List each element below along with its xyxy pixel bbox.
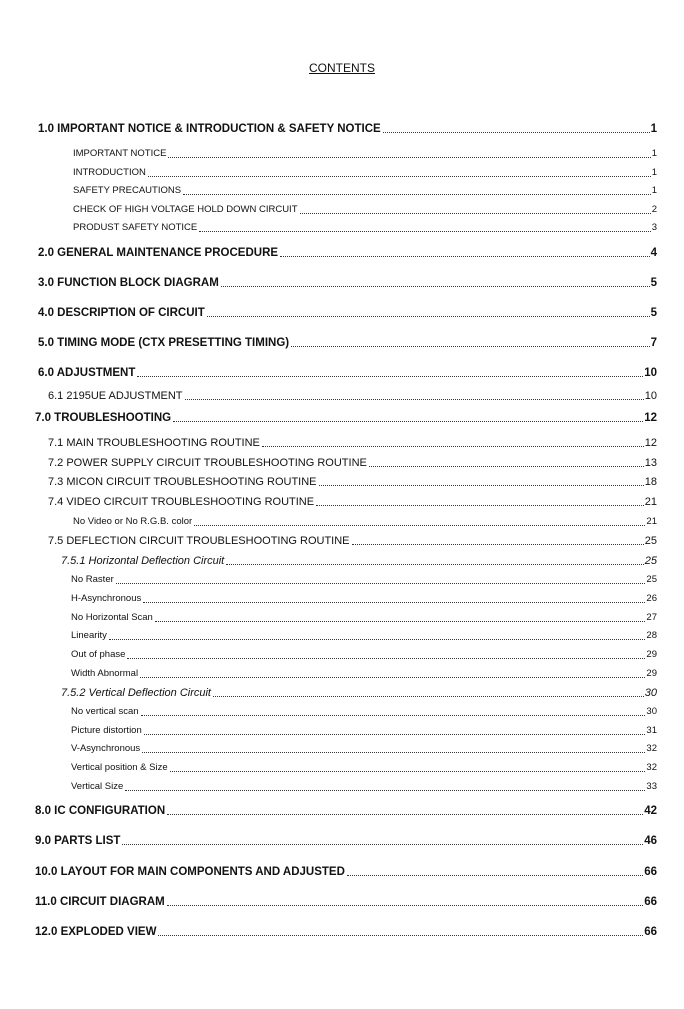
toc-entry	[48, 475, 657, 489]
toc-entry-label: 7.1 MAIN TROUBLESHOOTING ROUTINE	[48, 437, 260, 449]
toc-leader-dots	[144, 734, 646, 735]
toc-leader-dots	[127, 658, 645, 659]
toc-leader-dots	[167, 905, 643, 906]
toc-entry-label: Vertical position & Size	[71, 762, 168, 773]
toc-entry	[71, 761, 657, 775]
toc-entry-label: 9.0 PARTS LIST	[35, 835, 121, 847]
toc-entry	[35, 411, 657, 425]
toc-entry-page: 29	[646, 649, 657, 660]
toc-entry-label: INTRODUCTION	[73, 167, 146, 178]
toc-entry-label: Vertical Size	[71, 781, 124, 792]
toc-leader-dots	[300, 213, 651, 214]
toc-entry-page: 1	[651, 167, 657, 178]
toc-entry-page: 27	[646, 612, 657, 623]
toc-leader-dots	[148, 176, 651, 177]
toc-entry-label: IMPORTANT NOTICE	[73, 148, 167, 159]
toc-entry-page: 4	[650, 247, 657, 259]
toc-entry	[71, 705, 657, 719]
toc-leader-dots	[199, 231, 650, 232]
toc-entry-label: Linearity	[71, 630, 107, 641]
toc-entry	[38, 246, 657, 260]
toc-leader-dots	[142, 752, 645, 753]
toc-entry-label: 12.0 EXPLODED VIEW	[35, 926, 157, 938]
toc-entry-label: SAFETY PRECAUTIONS	[73, 185, 182, 196]
toc-leader-dots	[207, 316, 650, 317]
toc-entry-label: Picture distortion	[71, 725, 142, 736]
toc-entry-page: 21	[646, 516, 657, 527]
toc-entry	[71, 742, 657, 756]
toc-entry-page: 12	[644, 437, 657, 449]
toc-entry-label: 7.4 VIDEO CIRCUIT TROUBLESHOOTING ROUTINE	[48, 496, 315, 508]
toc-entry-page: 46	[644, 835, 657, 847]
toc-leader-dots	[319, 485, 644, 486]
toc-entry	[48, 534, 657, 548]
toc-entry-label: CHECK OF HIGH VOLTAGE HOLD DOWN CIRCUIT	[73, 204, 298, 215]
toc-leader-dots	[141, 715, 646, 716]
toc-entry-page: 66	[644, 866, 657, 878]
toc-leader-dots	[221, 286, 650, 287]
toc-entry-page: 32	[646, 743, 657, 754]
toc-leader-dots	[347, 875, 643, 876]
toc-entry-page: 5	[650, 307, 657, 319]
toc-entry-label: Out of phase	[71, 649, 126, 660]
toc-entry	[73, 147, 657, 161]
toc-entry-label: 7.5 DEFLECTION CIRCUIT TROUBLESHOOTING ROUTINE	[48, 535, 350, 547]
toc-entry-page: 12	[644, 412, 657, 424]
toc-entry-page: 42	[644, 805, 657, 817]
toc-entry-label: 7.5.2 Vertical Deflection Circuit	[61, 687, 211, 699]
toc-entry	[48, 456, 657, 470]
toc-entry-label: Width Abnormal	[71, 668, 139, 679]
toc-entry-label: No Horizontal Scan	[71, 612, 153, 623]
toc-entry-page: 32	[646, 762, 657, 773]
toc-entry	[71, 611, 657, 625]
toc-entry-label: 7.0 TROUBLESHOOTING	[35, 412, 172, 424]
toc-entry-label: 5.0 TIMING MODE (CTX PRESETTING TIMING)	[38, 337, 290, 349]
toc-leader-dots	[143, 602, 645, 603]
toc-entry-label: 1.0 IMPORTANT NOTICE & INTRODUCTION & SAFETY NOTICE	[38, 123, 381, 135]
toc-entry	[38, 366, 657, 380]
toc-entry-label: 6.1 2195UE ADJUSTMENT	[48, 390, 183, 402]
toc-entry-page: 10	[644, 367, 657, 379]
toc-entry	[38, 306, 657, 320]
toc-entry-label: No vertical scan	[71, 706, 139, 717]
toc-entry	[73, 515, 657, 529]
toc-entry-page: 25	[644, 535, 657, 547]
toc-entry	[48, 436, 657, 450]
toc-leader-dots	[262, 446, 644, 447]
toc-entry-label: No Video or No R.G.B. color	[73, 516, 193, 527]
toc-entry-page: 26	[646, 593, 657, 604]
toc-entry-page: 33	[646, 781, 657, 792]
toc-entry-label: H-Asynchronous	[71, 593, 142, 604]
toc-entry-label: PRODUST SAFETY NOTICE	[73, 222, 198, 233]
toc-leader-dots	[168, 157, 650, 158]
toc-entry-page: 1	[650, 123, 657, 135]
toc-entry-page: 28	[646, 630, 657, 641]
toc-leader-dots	[125, 790, 645, 791]
toc-entry-page: 30	[646, 706, 657, 717]
toc-entry-label: 8.0 IC CONFIGURATION	[35, 805, 166, 817]
toc-entry-label: 7.5.1 Horizontal Deflection Circuit	[61, 555, 225, 567]
toc-entry	[73, 203, 657, 217]
toc-entry	[71, 648, 657, 662]
toc-leader-dots	[109, 639, 646, 640]
toc-entry	[48, 495, 657, 509]
toc-entry	[71, 780, 657, 794]
toc-leader-dots	[369, 466, 644, 467]
toc-entry	[61, 554, 657, 568]
toc-leader-dots	[316, 505, 644, 506]
toc-entry	[71, 667, 657, 681]
toc-entry	[35, 925, 657, 939]
toc-leader-dots	[213, 696, 644, 697]
toc-entry	[38, 122, 657, 136]
toc-entry	[73, 166, 657, 180]
toc-leader-dots	[137, 376, 643, 377]
toc-entry-page: 1	[651, 148, 657, 159]
toc-entry	[48, 389, 657, 403]
toc-entry-label: 4.0 DESCRIPTION OF CIRCUIT	[38, 307, 205, 319]
toc-leader-dots	[122, 844, 643, 845]
toc-entry-page: 7	[650, 337, 657, 349]
toc-leader-dots	[291, 346, 650, 347]
toc-entry	[35, 804, 657, 818]
toc-leader-dots	[167, 814, 643, 815]
toc-entry-page: 1	[651, 185, 657, 196]
toc-entry-label: V-Asynchronous	[71, 743, 141, 754]
toc-entry-page: 2	[651, 204, 657, 215]
toc-entry-label: No Raster	[71, 574, 114, 585]
toc-entry-page: 31	[646, 725, 657, 736]
toc-leader-dots	[383, 132, 650, 133]
toc-entry-page: 66	[644, 896, 657, 908]
contents-title: CONTENTS	[309, 61, 375, 75]
toc-entry	[71, 573, 657, 587]
toc-leader-dots	[170, 771, 646, 772]
toc-entry	[38, 276, 657, 290]
toc-entry	[71, 592, 657, 606]
toc-entry-label: 11.0 CIRCUIT DIAGRAM	[35, 896, 165, 908]
toc-entry-label: 10.0 LAYOUT FOR MAIN COMPONENTS AND ADJUSTED	[35, 866, 345, 878]
toc-entry-page: 5	[650, 277, 657, 289]
toc-leader-dots	[280, 256, 650, 257]
toc-entry-page: 25	[644, 555, 657, 567]
toc-entry-page: 21	[644, 496, 657, 508]
toc-entry-label: 7.2 POWER SUPPLY CIRCUIT TROUBLESHOOTING ROUTINE	[48, 457, 367, 469]
toc-entry-page: 10	[644, 390, 657, 402]
toc-entry	[73, 184, 657, 198]
toc-entry-page: 66	[644, 926, 657, 938]
toc-entry	[38, 336, 657, 350]
toc-entry	[35, 895, 657, 909]
toc-entry	[71, 629, 657, 643]
toc-entry-label: 2.0 GENERAL MAINTENANCE PROCEDURE	[38, 247, 279, 259]
toc-entry-label: 6.0 ADJUSTMENT	[38, 367, 136, 379]
toc-entry	[35, 865, 657, 879]
toc-entry-label: 3.0 FUNCTION BLOCK DIAGRAM	[38, 277, 219, 289]
toc-entry	[73, 221, 657, 235]
toc-leader-dots	[194, 525, 645, 526]
toc-entry-page: 18	[644, 476, 657, 488]
toc-leader-dots	[173, 421, 643, 422]
toc-entry-page: 29	[646, 668, 657, 679]
toc-leader-dots	[116, 583, 646, 584]
toc-entry	[61, 686, 657, 700]
toc-entry	[71, 724, 657, 738]
toc-entry-label: 7.3 MICON CIRCUIT TROUBLESHOOTING ROUTINE	[48, 476, 317, 488]
toc-entry-page: 13	[644, 457, 657, 469]
toc-leader-dots	[183, 194, 651, 195]
toc-leader-dots	[158, 935, 643, 936]
toc-entry-page: 25	[646, 574, 657, 585]
toc-leader-dots	[352, 544, 644, 545]
toc-leader-dots	[185, 399, 644, 400]
toc-leader-dots	[140, 677, 645, 678]
toc-entry	[35, 834, 657, 848]
toc-leader-dots	[226, 564, 644, 565]
toc-entry-page: 3	[651, 222, 657, 233]
toc-entry-page: 30	[644, 687, 657, 699]
toc-leader-dots	[155, 621, 646, 622]
